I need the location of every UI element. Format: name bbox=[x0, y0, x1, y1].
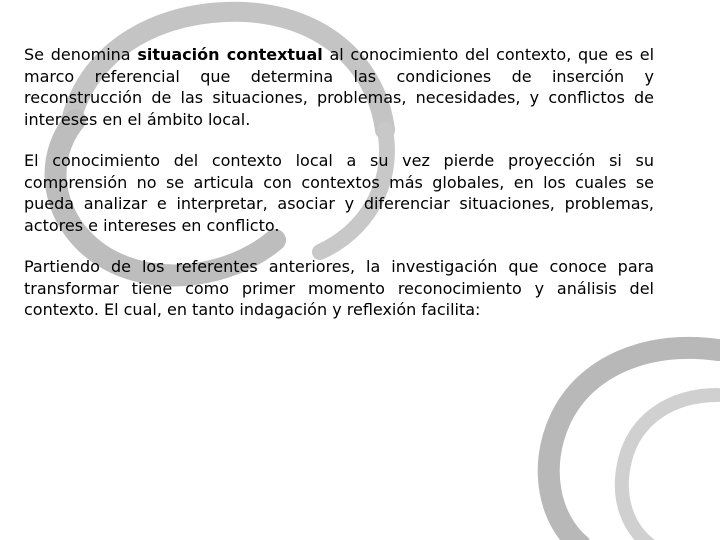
swirl-arc-inner bbox=[622, 395, 718, 540]
paragraph-situacion-contextual bbox=[24, 44, 654, 130]
paragraph-1-body: al conocimiento del contexto, que es el marco referencial que determina las condiciones de inserción y reconstrucción de las situaciones, problemas, necesidades, y conflictos de intereses en el ámbito local. bbox=[24, 45, 655, 129]
term-situacion-contextual: situación contextual bbox=[137, 45, 323, 64]
text-block bbox=[24, 44, 654, 321]
paragraph-1-lead: Se denomina bbox=[24, 45, 138, 64]
paragraph-partiendo-referentes: Partiendo de los referentes anteriores, la investigación que conoce para transformar tiene como primer momento reconocimiento y análisis del contexto. El cual, en tanto indagación y reflexión facilita: bbox=[24, 257, 654, 319]
paragraph-conocimiento-contexto: El conocimiento del contexto local a su vez pierde proyección si su comprensión no se articula con contextos más globales, en los cuales se pueda analizar e interpretar, asociar y diferenciar situaciones, problemas, actores e intereses en conflicto. bbox=[24, 151, 654, 235]
